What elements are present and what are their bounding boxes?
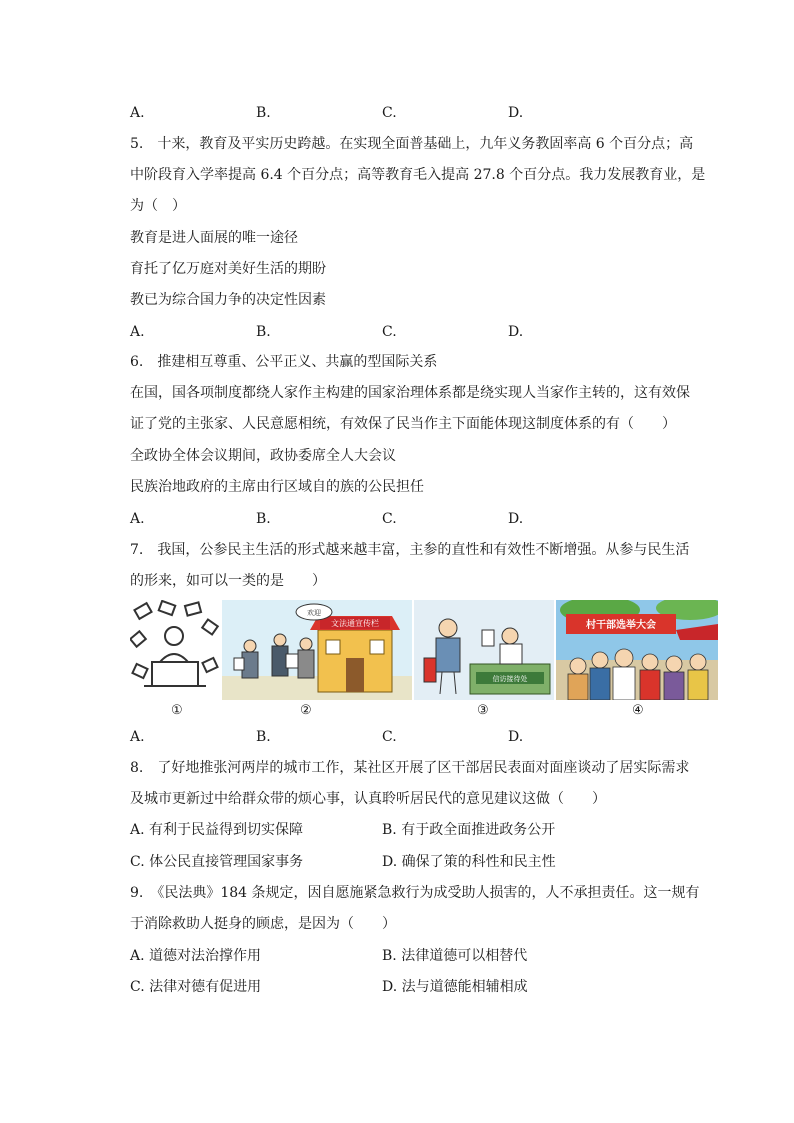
- illustration-4: [556, 600, 718, 700]
- q9-options-row-1: [130, 946, 690, 966]
- option-c: C.: [382, 729, 397, 745]
- q8-stem-line2: 及城市更新过中给群众带的烦心事，认真聆听居民代的意见建议这做（ ）: [130, 791, 606, 807]
- option-a: A.: [130, 511, 145, 527]
- option-b: B.: [256, 105, 271, 121]
- option-a: A.: [130, 324, 145, 340]
- illustration-label-2: ②: [300, 703, 312, 718]
- illustration-2-bubble: 欢迎: [307, 609, 321, 617]
- q8-option-c: C. 体公民直接管理国家事务: [130, 854, 304, 870]
- illustration-3-sign: 信访接待处: [492, 675, 528, 683]
- option-a: A.: [130, 105, 145, 121]
- option-b: B.: [256, 511, 271, 527]
- option-c: C.: [382, 511, 397, 527]
- illustration-2: [222, 600, 412, 700]
- q6-stem-line3: 证了党的主张家、人民意愿相统，有效保了民当作主下面能体现这制度体系的有（ ）: [130, 416, 676, 432]
- q8-option-d: D. 确保了策的科性和民主性: [382, 854, 556, 870]
- q9-option-a: A. 道德对法治撑作用: [130, 948, 262, 964]
- option-b: B.: [256, 729, 271, 745]
- q8-option-a: A. 有利于民益得到切实保障: [130, 822, 304, 838]
- q6-stem-line2: 在国，国各项制度都绕人家作主构建的国家治理体系都是绕实现人当家作主转的，这有效保: [130, 385, 690, 401]
- q5-stem-line3: 为（ ）: [130, 198, 186, 214]
- q8-options-row-2: [130, 852, 690, 872]
- q7-stem-line1: 7. 我国，公参民主生活的形式越来越丰富，主参的直性和有效性不断增强。从参与民生活: [130, 542, 690, 558]
- q5-statement-2: 育托了亿万庭对美好生活的期盼: [130, 261, 326, 277]
- option-a: A.: [130, 729, 145, 745]
- illustration-label-3: ③: [477, 703, 489, 718]
- option-c: C.: [382, 324, 397, 340]
- q9-option-c: C. 法律对德有促进用: [130, 979, 262, 995]
- q9-stem-line2: 于消除救助人挺身的顾虑，是因为（ ）: [130, 916, 396, 932]
- option-b: B.: [256, 324, 271, 340]
- options-row-q4: [130, 103, 650, 123]
- options-row-q7: [130, 727, 650, 747]
- q9-options-row-2: [130, 977, 690, 997]
- q7-illustration-strip: [130, 600, 718, 700]
- q7-illustrations: [130, 600, 718, 700]
- illustration-1: [130, 600, 220, 700]
- illustration-3: [414, 600, 554, 700]
- illustration-label-4: ④: [632, 703, 644, 718]
- q7-stem-line2: 的形来，如可以一类的是 ）: [130, 573, 326, 589]
- q8-option-b: B. 有于政全面推进政务公开: [382, 822, 556, 838]
- q9-option-d: D. 法与道德能相辅相成: [382, 979, 528, 995]
- q6-statement-1: 全政协全体会议期间，政协委席全人大会议: [130, 448, 396, 464]
- q9-stem-line1: 9. 《民法典》184 条规定，因自愿施紧急救行为成受助人损害的，人不承担责任。这一规有: [130, 885, 700, 901]
- q5-statement-3: 教已为综合国力争的决定性因素: [130, 292, 326, 308]
- options-row-q5: [130, 322, 650, 342]
- illustration-4-banner: 村干部选举大会: [586, 620, 656, 631]
- option-d: D.: [508, 511, 524, 527]
- q6-statement-2: 民族治地政府的主席由行区域自的族的公民担任: [130, 479, 424, 495]
- q8-options-row-1: [130, 820, 690, 840]
- option-c: C.: [382, 105, 397, 121]
- options-row-q6: [130, 509, 650, 529]
- q9-option-b: B. 法律道德可以相替代: [382, 948, 528, 964]
- illustration-label-1: ①: [171, 703, 183, 718]
- q5-statement-1: 教育是进人面展的唯一途径: [130, 230, 298, 246]
- q8-stem-line1: 8. 了好地推张河两岸的城市工作，某社区开展了区干部居民表面对面座谈动了居实际需求: [130, 760, 690, 776]
- illustration-2-sign: 文法通宣传栏: [331, 619, 379, 628]
- option-d: D.: [508, 729, 524, 745]
- q5-stem-line2: 中阶段育入学率提高 6.4 个百分点；高等教育毛入提高 27.8 个百分点。我力发展教育业，是: [130, 167, 706, 183]
- q5-stem-line1: 5. 十来，教育及平实历史跨越。在实现全面普基础上，九年义务教固率高 6 个百分点；高: [130, 136, 694, 152]
- option-d: D.: [508, 324, 524, 340]
- option-d: D.: [508, 105, 524, 121]
- q6-stem-line1: 6. 推建相互尊重、公平正义、共赢的型国际关系: [130, 354, 438, 370]
